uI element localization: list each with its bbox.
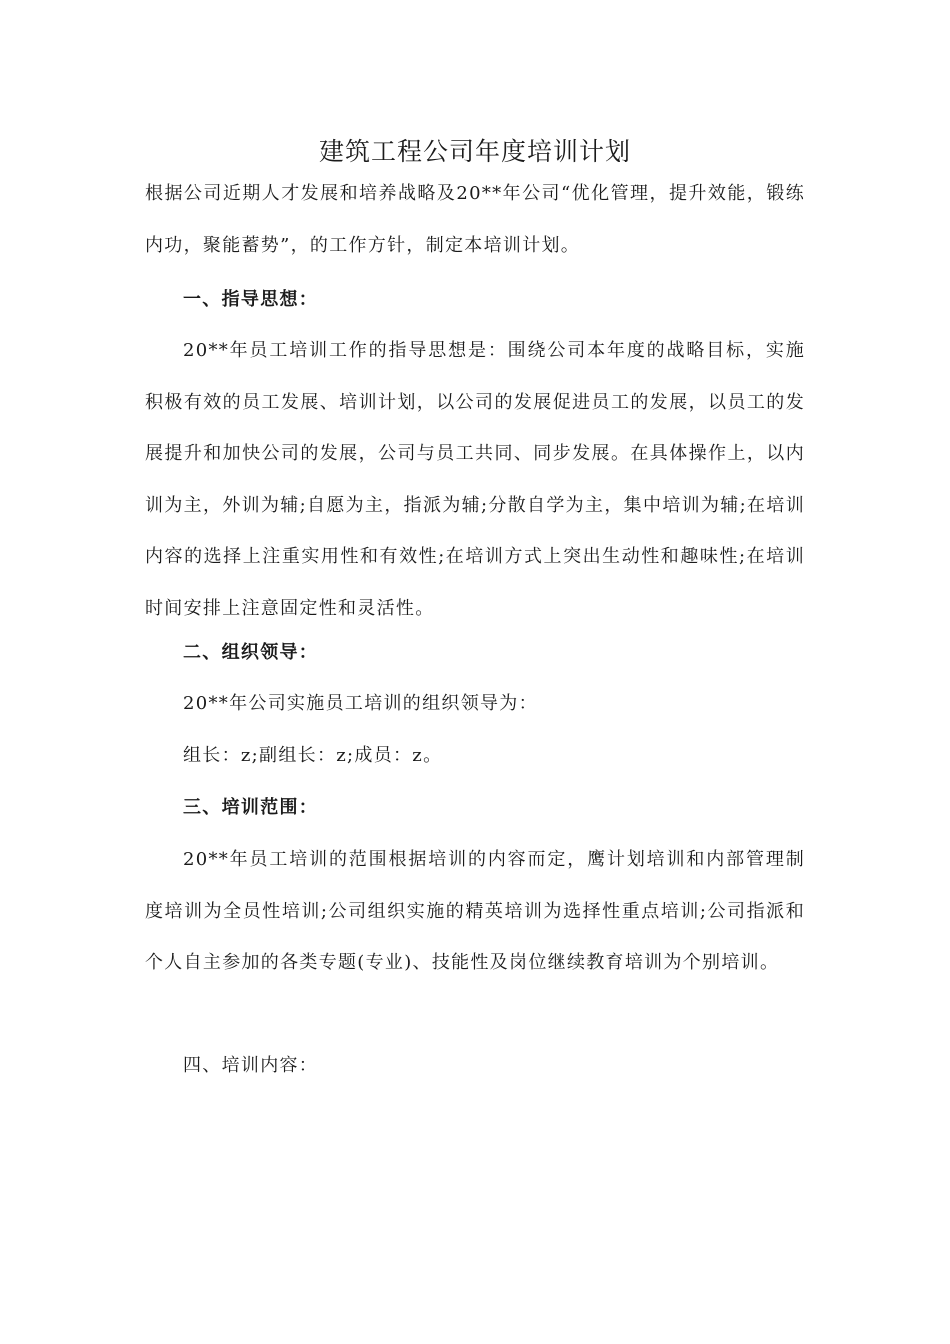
document-title: 建筑工程公司年度培训计划 [318,137,631,166]
section2-heading: 二、组织领导： [183,642,319,663]
section4-heading: 四、培训内容： [183,1055,319,1076]
section2-line2: 组长：z;副组长：z;成员：z。 [183,745,443,766]
section1-heading: 一、指导思想： [183,289,319,310]
intro-paragraph: 根据公司近期人才发展和培养战略及20**年公司“优化管理，提升效能，锻练内功，聚能蓄势”，的工作方针，制定本培训计划。 [145,183,805,256]
section2-line1: 20**年公司实施员工培训的组织领导为： [183,693,538,714]
section3-body: 20**年员工培训的范围根据培训的内容而定，鹰计划培训和内部管理制度培训为全员性培训;公司组织实施的精英培训为选择性重点培训;公司指派和个人自主参加的各类专题(专业)、技能性及岗位继续教育培训为个别培训。 [145,849,805,973]
section1-body: 20**年员工培训工作的指导思想是：围绕公司本年度的战略目标，实施积极有效的员工发展、培训计划，以公司的发展促进员工的发展，以员工的发展提升和加快公司的发展，公司与员工共同、同步发展。在具体操作上，以内训为主，外训为辅;自愿为主，指派为辅;分散自学为主，集中培训为辅;在培训内容的选择上注重实用性和有效性;在培训方式上突出生动性和趣味性;在培训时间安排上注意固定性和灵活性。 [145,340,805,619]
section3-heading: 三、培训范围： [183,797,319,818]
